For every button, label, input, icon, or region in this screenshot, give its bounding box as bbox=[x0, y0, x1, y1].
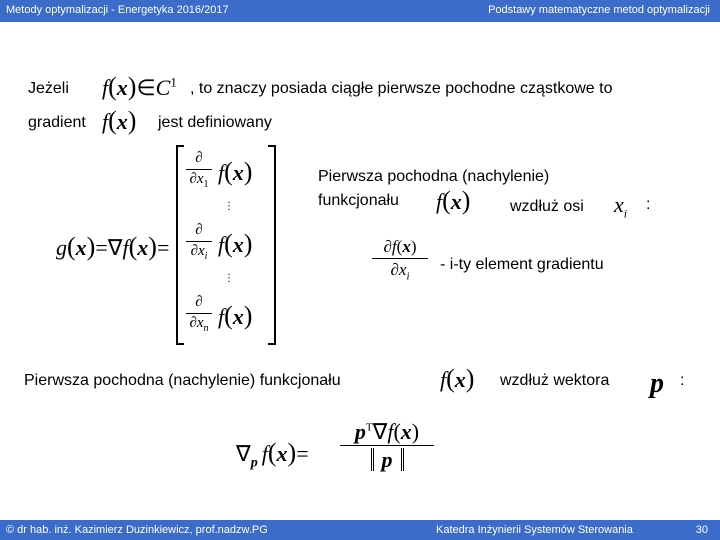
x-symbol: x bbox=[454, 367, 466, 392]
partial-symbol: ∂ bbox=[190, 242, 198, 259]
directional-derivative-lhs: $\nabla_p$ f(x)= bbox=[236, 438, 309, 471]
partial-symbol: ∂ bbox=[189, 170, 197, 187]
subscript-1: 1 bbox=[203, 178, 209, 190]
directional-colon: : bbox=[680, 372, 685, 389]
subscript-i: i bbox=[406, 270, 410, 283]
gradient-vector bbox=[176, 145, 276, 345]
f-symbol: f bbox=[440, 367, 447, 392]
header-left-text: Metody optymalizacji - Energetyka 2016/2017 bbox=[6, 4, 229, 16]
footer-department: Katedra Inżynierii Systemów Sterowania bbox=[436, 524, 633, 536]
gradient-element-note: - i-ty element gradientu bbox=[440, 256, 604, 273]
f-symbol: f bbox=[102, 75, 109, 100]
partial-symbol: ∂ bbox=[195, 222, 203, 238]
vertical-dots-1: ⋮ bbox=[224, 201, 234, 212]
line1-prefix: Jeżeli bbox=[28, 80, 69, 97]
nabla-symbol: ∇ bbox=[372, 419, 388, 444]
equals-sign: = bbox=[95, 235, 108, 260]
f-symbol: f bbox=[218, 232, 225, 257]
x-symbol: x bbox=[400, 419, 412, 444]
f-symbol: f bbox=[261, 441, 268, 466]
directional-label: Pierwsza pochodna (nachylenie) funkcjonału bbox=[24, 372, 341, 389]
in-symbol: ∈ bbox=[136, 75, 156, 100]
f-symbol: f bbox=[218, 160, 225, 185]
footer-bar bbox=[0, 520, 720, 540]
f-symbol: f bbox=[218, 304, 225, 329]
transpose-T: T bbox=[365, 421, 373, 434]
line2-prefix: gradient bbox=[28, 114, 86, 131]
x-symbol: x bbox=[196, 314, 204, 331]
directional-derivative-fraction: $p^T\nabla f(x)$ p bbox=[340, 420, 434, 471]
equals-sign: = bbox=[296, 441, 309, 466]
x-symbol: x bbox=[232, 160, 244, 185]
c-superscript: 1 bbox=[170, 74, 177, 90]
x-symbol: x bbox=[196, 170, 204, 187]
partial-symbol: ∂ bbox=[383, 237, 392, 256]
f-symbol: f bbox=[391, 237, 397, 256]
f-of-x-row-i: f(x) bbox=[218, 229, 253, 258]
f-symbol: f bbox=[387, 419, 394, 444]
footer-page-number: 30 bbox=[695, 524, 708, 536]
right-block-colon: : bbox=[646, 196, 651, 213]
x-symbol: x bbox=[232, 304, 244, 329]
partial-derivative-xi: ∂f(x) $\partial x_i$ bbox=[372, 238, 428, 283]
header-right-text: Podstawy matematyczne metod optymalizacji bbox=[488, 4, 710, 16]
f-of-x-row1: f(x) bbox=[218, 157, 253, 186]
nabla-symbol: ∇ bbox=[236, 441, 251, 466]
subscript-p: p bbox=[250, 455, 258, 471]
partial-symbol: ∂ bbox=[390, 259, 399, 279]
axis-xi bbox=[614, 192, 627, 221]
p-symbol: p bbox=[354, 419, 366, 444]
partial-symbol: ∂ bbox=[189, 314, 197, 331]
subscript-i: i bbox=[623, 206, 628, 221]
directional-mid: wzdłuż wektora bbox=[500, 372, 610, 389]
c-symbol: C bbox=[155, 75, 171, 100]
formula-fx-gradient: f(x) bbox=[102, 106, 137, 135]
partial-fraction-xi bbox=[186, 223, 212, 262]
formula-f-in-c1: $f(x)\in C^1$ bbox=[102, 72, 177, 101]
vertical-dots-2: ⋮ bbox=[224, 273, 234, 284]
g-symbol: g bbox=[56, 235, 67, 260]
nabla-symbol: ∇ bbox=[107, 235, 123, 260]
right-block-line2-prefix: funkcjonału bbox=[318, 192, 399, 209]
x-symbol: x bbox=[232, 232, 244, 257]
partial-symbol: ∂ bbox=[195, 294, 203, 310]
formula-fx-axis: f(x) bbox=[436, 186, 471, 215]
x-symbol: x bbox=[276, 441, 288, 466]
partial-symbol: ∂ bbox=[195, 150, 203, 166]
x-symbol: x bbox=[137, 235, 149, 260]
equals-sign: = bbox=[156, 235, 170, 260]
vector-p: p bbox=[650, 368, 664, 399]
x-symbol: x bbox=[614, 192, 624, 217]
x-symbol: x bbox=[398, 259, 407, 279]
partial-fraction-xn bbox=[186, 295, 212, 334]
subscript-i: i bbox=[204, 250, 208, 262]
x-symbol: x bbox=[116, 109, 128, 134]
x-symbol: x bbox=[450, 189, 462, 214]
x-symbol: x bbox=[116, 75, 128, 100]
norm-p: p bbox=[371, 448, 404, 471]
right-block-line1: Pierwsza pochodna (nachylenie) bbox=[318, 168, 550, 185]
x-symbol: x bbox=[402, 237, 411, 256]
header-bar bbox=[0, 0, 720, 22]
x-symbol: x bbox=[197, 242, 205, 259]
line1-suffix: , to znaczy posiada ciągłe pierwsze pochodne cząstkowe to bbox=[190, 80, 613, 97]
formula-fx-directional: f(x) bbox=[440, 364, 475, 393]
f-symbol: f bbox=[102, 109, 109, 134]
f-of-x-row-n: f(x) bbox=[218, 301, 253, 330]
f-symbol: f bbox=[122, 235, 129, 260]
gradient-definition-lhs: g(x)=∇f(x)= bbox=[56, 232, 170, 261]
footer-author: © dr hab. inż. Kazimierz Duzinkiewicz, prof.nadzw.PG bbox=[6, 524, 268, 536]
f-symbol: f bbox=[436, 189, 443, 214]
subscript-n: n bbox=[203, 322, 209, 334]
right-block-line2-mid: wzdłuż osi bbox=[510, 198, 584, 215]
x-symbol: x bbox=[75, 235, 87, 260]
line2-suffix: jest definiowany bbox=[158, 114, 272, 131]
partial-fraction-x1 bbox=[186, 151, 212, 190]
